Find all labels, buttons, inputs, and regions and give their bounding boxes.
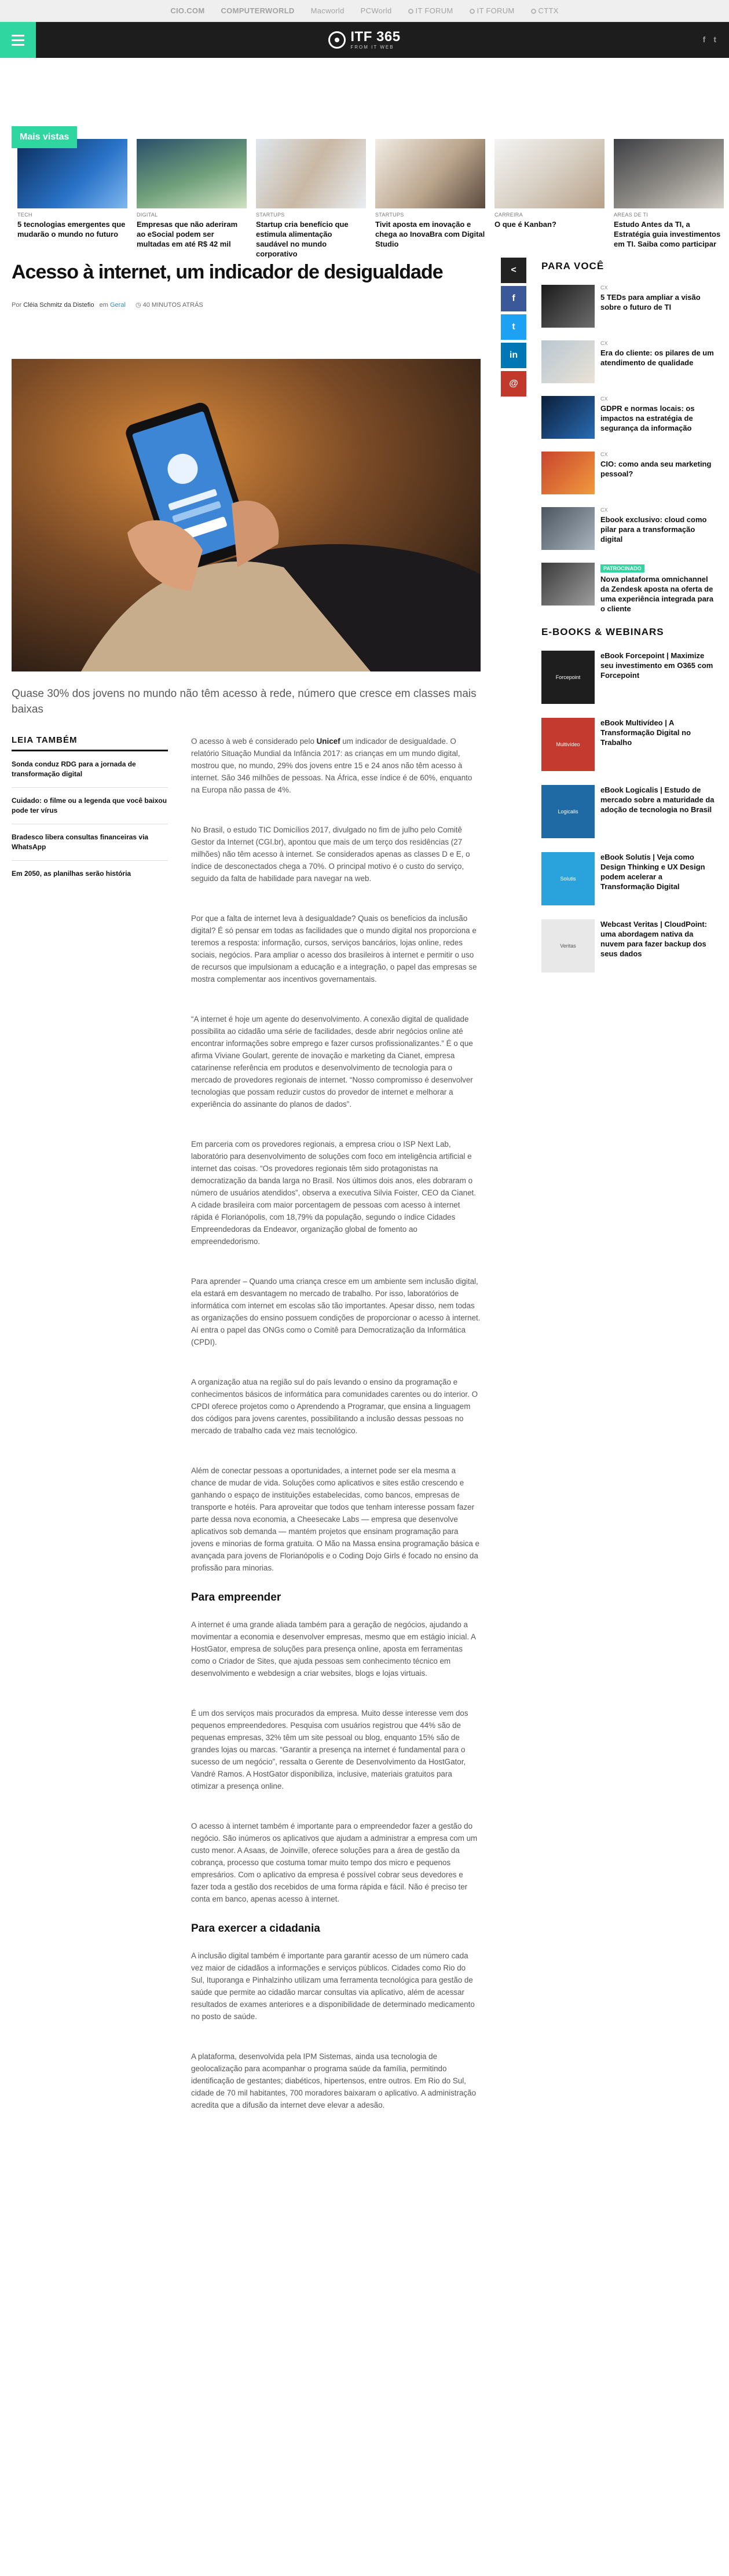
hamburger-line bbox=[12, 39, 24, 41]
paragraph: Além de conectar pessoas a oportunidades, a internet pode ser ela mesma a chance de mudar de vida. Soluções como aplicativos e sites estão crescendo e ganhando o espaço de instituições estabelecidas, como bancos, empresas de transporte e hotéis. Para aproveitar que todos que tenham interesse possam fazer parte dessa nova economia, a Cheesecake Labs — empresa que desenvolve aplicativos sob demanda — mantém projetos que ensinam programação para jovens e minorias de forma gratuita. O Mão na Massa ensina programação básica e avançada para jovens de Florianópolis e o Coding Dojo Girls é focado no ensino da profissão para minorias. bbox=[191, 1466, 479, 1572]
card-title: Startup cria benefício que estimula alimentação saudável no mundo corporativo bbox=[256, 220, 349, 258]
logo-name: ITF 365 bbox=[350, 29, 401, 45]
share-icon[interactable]: < bbox=[501, 258, 526, 283]
article-header bbox=[12, 260, 475, 309]
paragraph-text: O acesso à web é considerado pelo bbox=[191, 737, 317, 746]
item-title: Nova plataforma omnichannel da Zendesk aposta na oferta de uma experiência integrada para o cliente bbox=[600, 575, 714, 613]
publish-time: 40 MINUTOS ATRÁS bbox=[142, 302, 203, 309]
read-also-link[interactable]: Cuidado: o filme ou a legenda que você baixou pode ter vírus bbox=[12, 788, 168, 824]
item-thumbnail bbox=[541, 563, 595, 606]
sponsored-badge: PATROCINADO bbox=[600, 564, 644, 573]
header-social-links bbox=[703, 35, 716, 44]
ebook-title: Webcast Veritas | CloudPoint: uma abordagem nativa da nuvem para fazer backup dos seus dados bbox=[600, 920, 707, 958]
item-category: CX bbox=[600, 285, 608, 291]
logo-tagline: FROM IT WEB bbox=[350, 45, 394, 50]
ebook-item[interactable] bbox=[541, 785, 718, 838]
category-link[interactable]: Geral bbox=[109, 302, 126, 309]
article-body bbox=[191, 735, 481, 2139]
paragraph: A internet é uma grande aliada também para a geração de negócios, ajudando a movimentar a economia e desenvolver empresas, mesmo que em estágio inicial. A HostGator, empresa de soluções para presença online, aposta em ferramentas como o Criador de Sites, que ajuda pessoas sem conhecimento técnico em desenvolvimento e webdesign a criar websites, blogs e lojas virtuais. bbox=[191, 1620, 476, 1678]
item-thumbnail bbox=[541, 340, 595, 383]
paragraph: O acesso à internet também é importante para o empreendedor fazer a gestão do negócio. São inúmeros os aplicativos que ajudam a administrar a empresa com um custo menor. A Asaas, de Joinville, oferece soluções para a área de gestão da cobrança, processo que costuma tomar muito tempo dos micro e pequenos empresários. Com o aplicativo da empresa é possível cobrar seus devedores e fazer toda a gestão dos recebidos de uma forma rápida e fácil. Não é preciso ter conta em banco, apenas acesso à internet. bbox=[191, 1822, 478, 1903]
item-title: CIO: como anda seu marketing pessoal? bbox=[600, 460, 712, 478]
ebook-cover: Solutis bbox=[541, 852, 595, 905]
ebook-item[interactable] bbox=[541, 852, 718, 905]
facebook-share-button[interactable]: f bbox=[501, 286, 526, 311]
paragraph: Para aprender – Quando uma criança cresce em um ambiente sem inclusão digital, ela estará em desvantagem no mercado de trabalho. Por isso, laboratórios de informática com internet em escolas são tão importantes. Apesar disso, nem todas as organizações do ensino possuem condições de proporcionar o acesso à internet. Aí entra o papel das ONGs como o Comitê para Democratização da Informática (CPDI). bbox=[191, 1277, 481, 1346]
article-hero-image bbox=[12, 359, 481, 671]
ebook-cover: Forcepoint bbox=[541, 651, 595, 704]
card-image bbox=[137, 139, 247, 208]
paragraph: A organização atua na região sul do país levando o ensino da programação e conhecimentos básicos de informática para comunidades carentes ou do interior. O CPDI oferece projetos como o Aprendendo a Programar, que ensina a linguagem dos códigos para jovens carentes, possibilitando a inclusão dessas pessoas no mercado de trabalho cada vez mais tecnológico. bbox=[191, 1378, 478, 1435]
ebook-item[interactable] bbox=[541, 919, 718, 973]
read-also-link[interactable]: Bradesco libera consultas financeiras via WhatsApp bbox=[12, 824, 168, 861]
card-category: STARTUPS bbox=[256, 212, 285, 218]
item-title: GDPR e normas locais: os impactos na estratégia de segurança da informação bbox=[600, 404, 695, 432]
for-you-item-sponsored[interactable] bbox=[541, 563, 718, 614]
sidebar bbox=[541, 260, 718, 986]
card-title: Estudo Antes da TI, a Estratégia guia investimentos em TI. Saiba como participar bbox=[614, 220, 721, 248]
hamburger-line bbox=[12, 35, 24, 36]
card-category: TECH bbox=[17, 212, 32, 218]
item-thumbnail bbox=[541, 452, 595, 494]
paragraph: A inclusão digital também é importante para garantir acesso de um número cada vez maior de cidadãos a informações e serviços públicos. Cidades como Rio do Sul, Ituporanga e Pinhalzinho utilizam uma ferramenta tecnológica para gestão de saúde que permite ao cidadão marcar consultas via aplicativo, além de acessar resultados de exames anteriores e a disponibilidade de determinado medicamento no posto de saúde. bbox=[191, 1951, 475, 2021]
for-you-item[interactable] bbox=[541, 285, 718, 328]
most-viewed-section bbox=[0, 58, 729, 258]
paragraph: Em parceria com os provedores regionais, a empresa criou o ISP Next Lab, laboratório para desenvolvimento de soluções com foco em inteligência artificial e internet das coisas. “Os provedores regionais têm sido protagonistas na democratização da banda larga no Brasil. Nos últimos dois anos, eles dobraram o número de usuários atendidos”, observa a executiva Silvia Foister, CEO da Cianet. A cidade brasileira com maior porcentagem de pessoas com acesso à internet rápida é Florianópolis, com 18,79% da população, segundo o índice Cidades Empreendedoras da Endeavor, organização global de fomento ao empreendedorismo. bbox=[191, 1140, 476, 1246]
network-brands-bar bbox=[0, 0, 729, 22]
ebook-title: eBook Solutis | Veja como Design Thinking e UX Design podem acelerar a Transformação Digital bbox=[600, 853, 705, 891]
paragraph: “A internet é hoje um agente do desenvolvimento. A conexão digital de qualidade possibilita ao cidadão uma série de facilidades, desde abrir negócios online até encontrar informações sobre emprego e fazer cursos profissionalizantes.” É o que afirma Viviane Goulart, gerente de inovação e marketing da Cianet, empresa catarinense referência em produtos e desenvolvimento de tecnologia para o mercado de provedores regionais de internet. “Nosso compromisso é desenvolver tecnologias que possam reduzir custos do provedor de internet e melhorar a experiência do assinante do planos de dados”. bbox=[191, 1015, 473, 1109]
ebook-cover: Multivídeo bbox=[541, 718, 595, 771]
item-category: CX bbox=[600, 507, 608, 513]
paragraph: A plataforma, desenvolvida pela IPM Sistemas, ainda usa tecnologia de geolocalização para acompanhar o programa saúde da família, permitindo identificação de gestantes; diabéticos, hipertensos, entre outros. Em Rio do Sul, cidade de 70 mil habitantes, 700 moradores baixaram o aplicativo. A administração acredita que a difusão da internet deve elevar a adesão. bbox=[191, 2052, 477, 2109]
byline-in: em bbox=[99, 302, 108, 309]
item-thumbnail bbox=[541, 396, 595, 439]
most-viewed-label: Mais vistas bbox=[12, 126, 77, 148]
clock-icon: ◷ bbox=[135, 302, 141, 309]
item-title: 5 TEDs para ampliar a visão sobre o futuro de TI bbox=[600, 293, 701, 311]
brand-link-computerworld[interactable]: COMPUTERWORLD bbox=[221, 6, 295, 15]
ebook-title: eBook Multivídeo | A Transformação Digital no Trabalho bbox=[600, 718, 691, 747]
card-image bbox=[494, 139, 605, 208]
logo-ring-icon bbox=[328, 31, 346, 49]
read-also-title: LEIA TAMBÉM bbox=[12, 735, 168, 751]
most-viewed-card[interactable] bbox=[494, 139, 605, 259]
brand-link-itforum-2[interactable] bbox=[470, 6, 515, 15]
ebook-cover: Veritas bbox=[541, 919, 595, 973]
most-viewed-card[interactable] bbox=[256, 139, 366, 259]
author-link[interactable]: Cléia Schmitz da Distefio bbox=[23, 302, 94, 309]
linkedin-share-button[interactable]: in bbox=[501, 343, 526, 368]
most-viewed-carousel bbox=[17, 139, 729, 259]
paragraph bbox=[191, 735, 481, 796]
paragraph: Por que a falta de internet leva à desigualdade? Quais os benefícios da inclusão digital? É só pensar em todas as facilidades que o mundo digital nos proporciona e teremos a resposta: informação, cursos, serviços bancários, lojas online, redes sociais, negócios. Para ampliar o acesso dos brasileiros à internet e permitir o uso de recursos que impulsionam a educação e a integração, o papel das empresas se mostra complementar aos incentivos governamentais. bbox=[191, 914, 477, 984]
card-category: AREAS DE TI bbox=[614, 212, 649, 218]
card-image bbox=[614, 139, 724, 208]
card-image bbox=[256, 139, 366, 208]
site-logo[interactable] bbox=[328, 30, 400, 50]
ebook-title: eBook Forcepoint | Maximize seu investimento em O365 com Forcepoint bbox=[600, 651, 713, 680]
ebook-item[interactable] bbox=[541, 718, 718, 771]
article-title: Acesso à internet, um indicador de desigualdade bbox=[12, 261, 443, 283]
article-lead: Quase 30% dos jovens no mundo não têm acesso à rede, número que cresce em classes mais baixas bbox=[12, 688, 477, 715]
email-share-button[interactable]: @ bbox=[501, 371, 526, 397]
most-viewed-card[interactable] bbox=[137, 139, 247, 259]
brand-link-cttx[interactable] bbox=[531, 6, 559, 15]
most-viewed-card[interactable] bbox=[614, 139, 724, 259]
menu-button[interactable] bbox=[0, 22, 36, 58]
brand-link-pcworld[interactable]: PCWorld bbox=[360, 6, 392, 15]
card-title: 5 tecnologias emergentes que mudarão o mundo no futuro bbox=[17, 220, 126, 238]
most-viewed-card[interactable] bbox=[17, 139, 127, 259]
card-image bbox=[375, 139, 485, 208]
circle-icon bbox=[531, 9, 536, 14]
item-category: CX bbox=[600, 396, 608, 402]
hero-illustration bbox=[12, 359, 481, 671]
item-title: Ebook exclusivo: cloud como pilar para a transformação digital bbox=[600, 515, 707, 544]
card-category: CARREIRA bbox=[494, 212, 523, 218]
brand-link-itforum[interactable] bbox=[408, 6, 453, 15]
for-you-item[interactable] bbox=[541, 507, 718, 550]
card-category: DIGITAL bbox=[137, 212, 158, 218]
item-category: CX bbox=[600, 452, 608, 457]
share-bar bbox=[501, 258, 526, 397]
card-title: Tivit aposta em inovação e chega ao InovaBra com Digital Studio bbox=[375, 220, 485, 248]
circle-icon bbox=[470, 9, 475, 14]
site-header bbox=[0, 22, 729, 58]
section-heading: Para empreender bbox=[191, 1591, 281, 1603]
item-category: CX bbox=[600, 340, 608, 346]
brand-link-macworld[interactable]: Macworld bbox=[310, 6, 345, 15]
for-you-item[interactable] bbox=[541, 452, 718, 494]
ebook-title: eBook Logicalis | Estudo de mercado sobre a maturidade da adoção de tecnologia no Brasil bbox=[600, 786, 715, 814]
brand-link-cio[interactable]: CIO.COM bbox=[170, 6, 205, 15]
for-you-item[interactable] bbox=[541, 340, 718, 383]
ebook-cover: Logicalis bbox=[541, 785, 595, 838]
read-also-link[interactable]: Sonda conduz RDG para a jornada de transformação digital bbox=[12, 751, 168, 788]
paragraph: É um dos serviços mais procurados da empresa. Muito desse interesse vem dos pequenos empreendedores. Pesquisa com usuários registrou que 44% são de pequenas empresas, 32% têm um site pessoal ou blog, enquanto 15% são de grandes lojas ou marcas. “Garantir a presença na internet é fundamental para o sucesso de um negócio”, ressalta o Gerente de Desenvolvimento da HostGator, Vandré Ramos. A HostGator disponibiliza, inclusive, materiais gratuitos para otimizar a presença online. bbox=[191, 1709, 468, 1790]
ebook-item[interactable] bbox=[541, 651, 718, 704]
read-also-box bbox=[12, 735, 168, 887]
twitter-icon[interactable]: t bbox=[713, 35, 716, 44]
unicef-strong: Unicef bbox=[316, 737, 340, 746]
read-also-link[interactable]: Em 2050, as planilhas serão história bbox=[12, 869, 131, 878]
item-thumbnail bbox=[541, 285, 595, 328]
item-thumbnail bbox=[541, 507, 595, 550]
circle-icon bbox=[408, 9, 413, 14]
paragraph: No Brasil, o estudo TIC Domicílios 2017, divulgado no fim de julho pelo Comitê Gestor da Internet (CGI.br), apontou que mais de um terço dos residências (27 milhões) não têm acesso à internet. Se considerados apenas as classes D e E, o índice de desconectados chega a 70%. O principal motivo é o custo do serviço, seguido da falta de habilidade para navegar na web. bbox=[191, 825, 470, 883]
facebook-icon[interactable]: f bbox=[702, 35, 706, 44]
brand-label: IT FORUM bbox=[415, 6, 453, 15]
section-heading: Para exercer a cidadania bbox=[191, 1922, 320, 1935]
paragraph-text: um indicador de desigualdade. O relatório Situação Mundial da Infância 2017: as crianças em um mundo digital, mostrou que, no mundo, 29% dos jovens entre 15 e 24 anos não têm acesso à internet. São 346 milhões de pessoas. Na África, esse índice é de 60%, enquanto na Europa não passa de 4%. bbox=[191, 737, 472, 794]
card-title: Empresas que não aderiram ao eSocial podem ser multadas em até R$ 42 mil bbox=[137, 220, 238, 248]
hamburger-line bbox=[12, 44, 24, 46]
item-title: Era do cliente: os pilares de um atendimento de qualidade bbox=[600, 348, 714, 367]
byline bbox=[12, 301, 475, 309]
twitter-share-button[interactable]: t bbox=[501, 314, 526, 340]
for-you-title: PARA VOCÊ bbox=[541, 260, 605, 271]
card-category: STARTUPS bbox=[375, 212, 404, 218]
ebooks-title: E-BOOKS & WEBINARS bbox=[541, 626, 664, 637]
most-viewed-card[interactable] bbox=[375, 139, 485, 259]
card-image bbox=[17, 139, 127, 208]
for-you-item[interactable] bbox=[541, 396, 718, 439]
card-title: O que é Kanban? bbox=[494, 220, 556, 229]
brand-label: IT FORUM bbox=[477, 6, 515, 15]
brand-label: CTTX bbox=[538, 6, 559, 15]
byline-prefix: Por bbox=[12, 302, 22, 309]
